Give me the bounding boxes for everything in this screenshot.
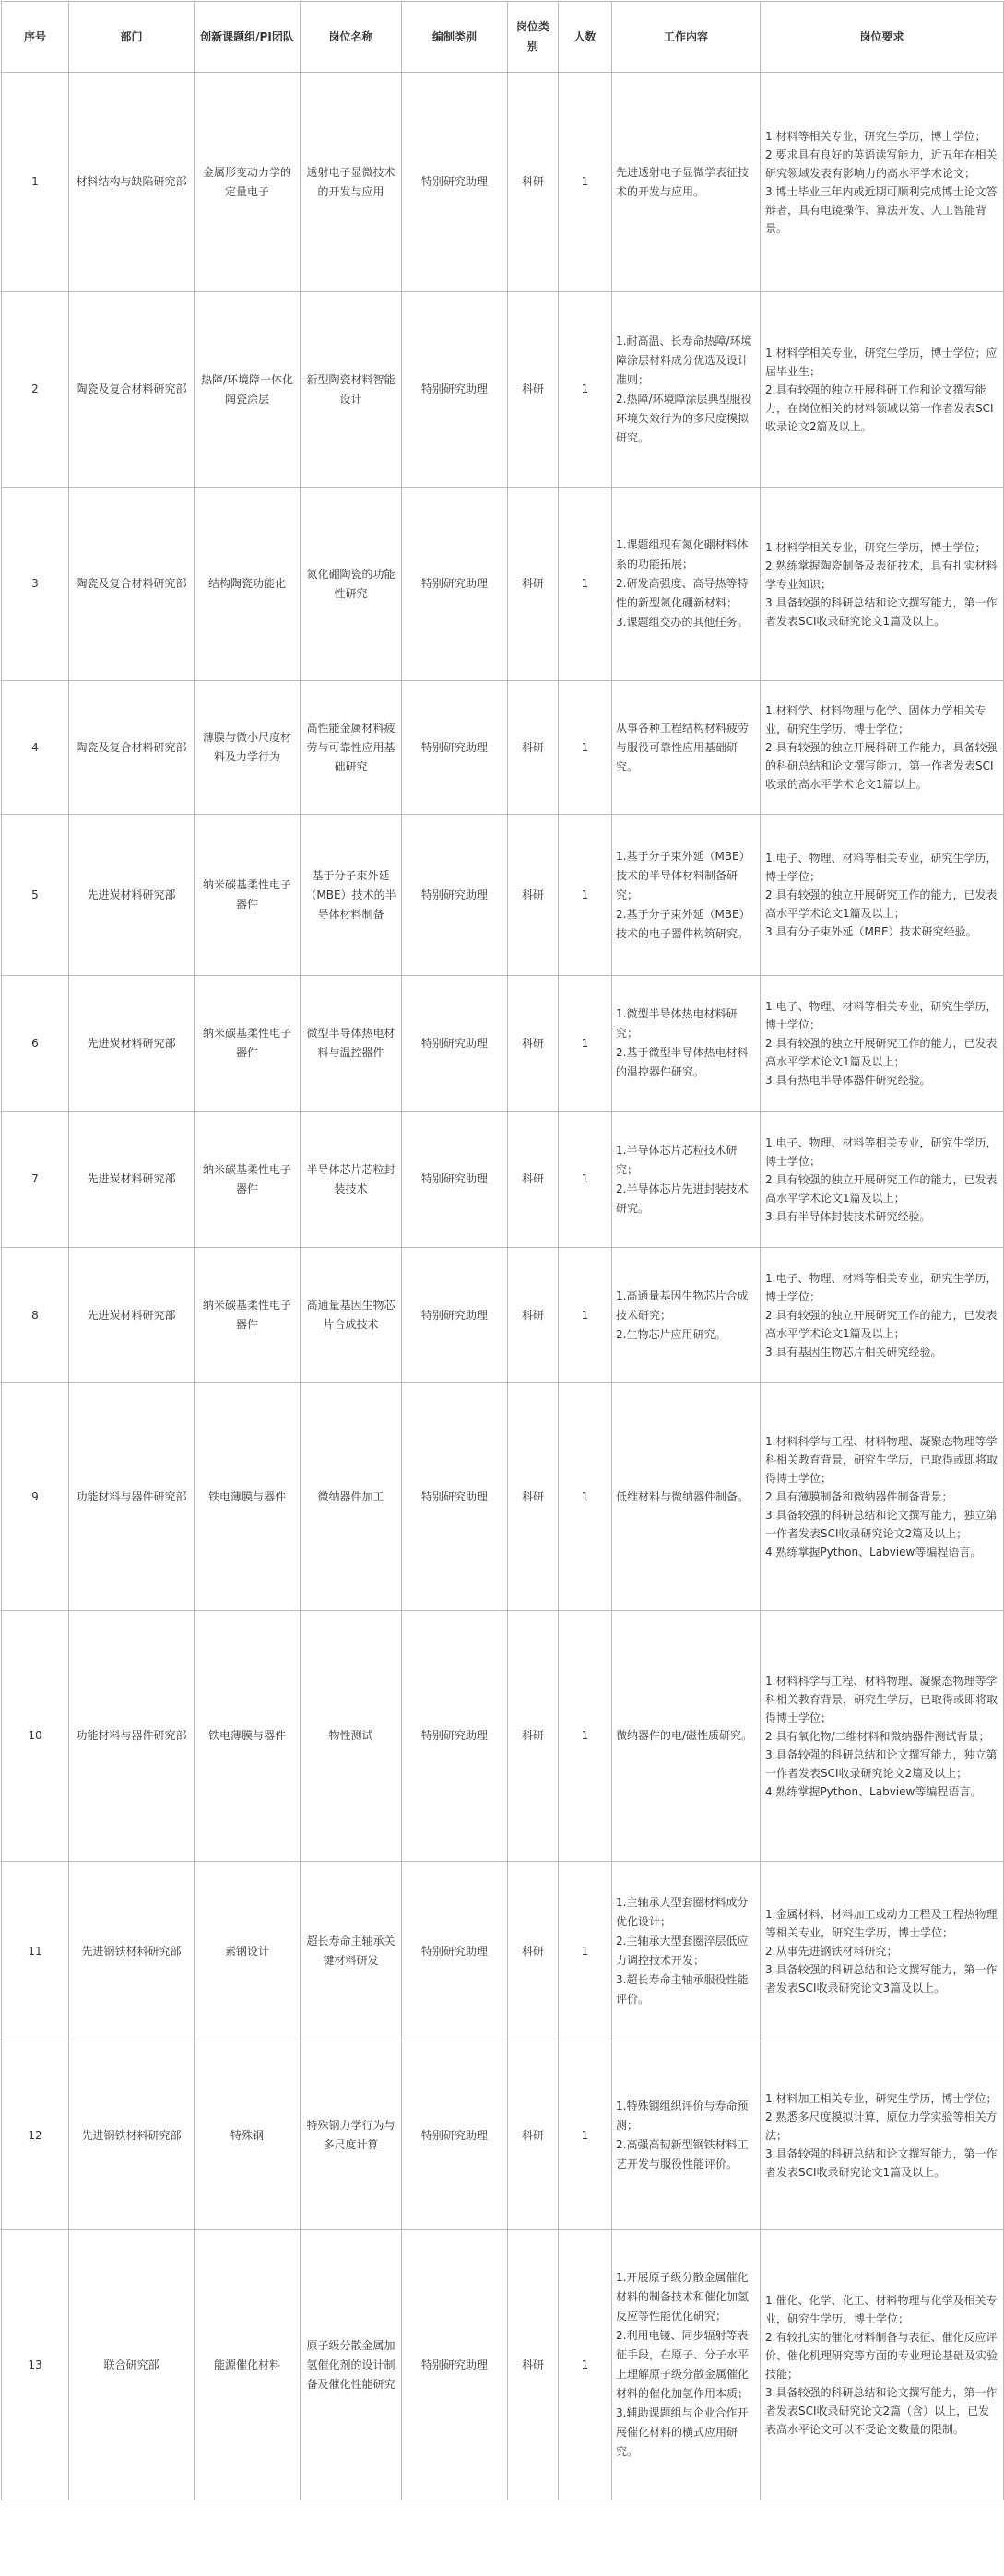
- row-work-content: [612, 1383, 761, 1611]
- row-number: 11: [2, 1862, 69, 2041]
- row-staff-type: 特别研究助理: [402, 681, 508, 815]
- work-item: 2.主轴承大型套圈淬层低应力调控技术开发；: [616, 1935, 749, 1967]
- row-number: 1: [2, 73, 69, 292]
- work-item: 3.辅助课题组与企业合作开展催化材料的横式应用研究。: [616, 2406, 749, 2458]
- row-team: 素钢设计: [195, 1862, 301, 2041]
- work-item: 从事各种工程结构材料疲劳与服役可靠性应用基础研究。: [616, 721, 750, 773]
- row-headcount: 1: [559, 292, 612, 488]
- row-post-name: 氮化硼陶瓷的功能性研究: [301, 488, 402, 681]
- requirement-item: 2.具有较强的独立开展科研工作能力，具备较强的科研总结和论文撰写能力，第一作者发表SCI收录的高水平学术论文1篇以上。: [765, 741, 998, 791]
- row-post-category: 科研: [508, 1248, 559, 1383]
- requirement-item: 1.材料科学与工程、材料物理、凝聚态物理等学科相关教育背景，研究生学历，已取得或即将取得博士学位；: [765, 1435, 998, 1485]
- requirement-item: 2.具有较强的独立开展科研工作和论文撰写能力，在岗位相关的材料领域以第一作者发表SCI收录论文2篇及以上。: [765, 382, 994, 433]
- row-work-content: [612, 976, 761, 1112]
- row-headcount: 1: [559, 2230, 612, 2500]
- work-item: 1.耐高温、长寿命热障/环境障涂层材料成分优选及设计准则；: [616, 334, 752, 386]
- row-number: 10: [2, 1611, 69, 1862]
- row-department: 先进炭材料研究部: [69, 1248, 195, 1383]
- table-row: [2, 1862, 1004, 2041]
- row-department: 陶瓷及复合材料研究部: [69, 292, 195, 488]
- row-requirements: [761, 1112, 1004, 1248]
- table-row: [2, 2041, 1004, 2230]
- work-item: 2.基于分子束外延（MBE）技术的电子器件构筑研究。: [616, 907, 750, 940]
- work-item: 微纳器件的电/磁性质研究。: [616, 1729, 753, 1742]
- work-item: 2.热障/环境障涂层典型服役环境失效行为的多尺度模拟研究。: [616, 392, 752, 444]
- table-row: [2, 292, 1004, 488]
- row-team: 铁电薄膜与器件: [195, 1611, 301, 1862]
- requirement-item: 4.熟练掌握Python、Labview等编程语言。: [765, 1784, 982, 1798]
- work-item: 1.半导体芯片芯粒技术研究；: [616, 1143, 738, 1176]
- row-work-content: [612, 2041, 761, 2230]
- row-post-name: 高性能金属材料疲劳与可靠性应用基础研究: [301, 681, 402, 815]
- requirement-item: 3.具备较强的科研总结和论文撰写能力，第一作者发表SCI收录研究论文1篇及以上。: [765, 595, 998, 628]
- table-body: [2, 73, 1004, 2500]
- table-row: [2, 488, 1004, 681]
- row-post-name: 微纳器件加工: [301, 1383, 402, 1611]
- row-team: 金属形变动力学的定量电子: [195, 73, 301, 292]
- work-item: 2.生物芯片应用研究。: [616, 1327, 726, 1341]
- work-item: 2.高强高韧新型钢铁材料工艺开发与服役性能评价。: [616, 2138, 749, 2170]
- row-team: 薄膜与微小尺度材料及力学行为: [195, 681, 301, 815]
- row-team: 能源催化材料: [195, 2230, 301, 2500]
- requirement-item: 3.博士毕业三年内或近期可顺利完成博士论文答辩者，具有电镜操作、算法开发、人工智能背景。: [765, 184, 998, 235]
- row-headcount: 1: [559, 73, 612, 292]
- requirement-item: 2.要求具有良好的英语读写能力，近五年在相关研究领域发表有影响力的高水平学术论文；: [765, 147, 998, 180]
- row-staff-type: 特别研究助理: [402, 815, 508, 976]
- table-row: [2, 815, 1004, 976]
- work-item: 1.微型半导体热电材料研究；: [616, 1007, 738, 1040]
- requirement-item: 2.具有较强的独立开展研究工作的能力，已发表高水平学术论文1篇及以上；: [765, 888, 998, 920]
- row-department: 材料结构与缺陷研究部: [69, 73, 195, 292]
- row-requirements: [761, 1611, 1004, 1862]
- row-headcount: 1: [559, 1383, 612, 1611]
- requirement-item: 2.具有较强的独立开展研究工作的能力，已发表高水平学术论文1篇及以上；: [765, 1309, 998, 1340]
- header-team: 创新课题组/PI团队: [195, 2, 301, 73]
- row-headcount: 1: [559, 976, 612, 1112]
- work-item: 1.主轴承大型套圈材料成分优化设计；: [616, 1896, 749, 1928]
- row-team: 特殊钢: [195, 2041, 301, 2230]
- work-item: 2.基于微型半导体热电材料的温控器件研究。: [616, 1046, 749, 1078]
- row-number: 2: [2, 292, 69, 488]
- row-staff-type: 特别研究助理: [402, 1248, 508, 1383]
- requirement-item: 1.电子、物理、材料等相关专业，研究生学历，博士学位；: [765, 1272, 998, 1303]
- row-number: 3: [2, 488, 69, 681]
- requirement-item: 4.熟练掌握Python、Labview等编程语言。: [765, 1546, 982, 1559]
- row-post-category: 科研: [508, 2041, 559, 2230]
- requirement-item: 3.具备较强的科研总结和论文撰写能力，第一作者发表SCI收录研究论文3篇及以上。: [765, 1963, 998, 1994]
- row-requirements: [761, 1862, 1004, 2041]
- row-post-category: 科研: [508, 488, 559, 681]
- row-number: 6: [2, 976, 69, 1112]
- header-type: 编制类别: [402, 2, 508, 73]
- row-department: 陶瓷及复合材料研究部: [69, 488, 195, 681]
- row-headcount: 1: [559, 488, 612, 681]
- header-post: 岗位名称: [301, 2, 402, 73]
- work-item: 2.利用电镜、同步辐射等表征手段，在原子、分子水平上理解原子级分散金属催化材料的催化加氢作用本质；: [616, 2329, 750, 2400]
- row-work-content: [612, 1112, 761, 1248]
- row-post-category: 科研: [508, 815, 559, 976]
- work-item: 3.课题组交办的其他任务。: [616, 616, 749, 629]
- header-dept: 部门: [69, 2, 195, 73]
- row-staff-type: 特别研究助理: [402, 2230, 508, 2500]
- requirement-item: 1.催化、化学、化工、材料物理与化学及相关专业，研究生学历，博士学位；: [765, 2294, 998, 2325]
- requirement-item: 2.具有较强的独立开展研究工作的能力，已发表高水平学术论文1篇及以上；: [765, 1037, 998, 1068]
- row-headcount: 1: [559, 1248, 612, 1383]
- row-number: 5: [2, 815, 69, 976]
- requirement-item: 2.熟练掌握陶瓷制备及表征技术，具有扎实材料学专业知识；: [765, 559, 998, 591]
- requirement-item: 2.具有薄膜制备和微纳器件制备背景；: [765, 1490, 953, 1503]
- row-department: 功能材料与器件研究部: [69, 1611, 195, 1862]
- row-requirements: [761, 1248, 1004, 1383]
- row-work-content: [612, 681, 761, 815]
- row-work-content: [612, 292, 761, 488]
- row-requirements: [761, 1383, 1004, 1611]
- row-headcount: 1: [559, 815, 612, 976]
- row-staff-type: 特别研究助理: [402, 976, 508, 1112]
- row-department: 先进炭材料研究部: [69, 815, 195, 976]
- table-row: [2, 73, 1004, 292]
- work-item: 1.基于分子束外延（MBE）技术的半导体材料制备研究；: [616, 849, 750, 901]
- row-post-name: 半导体芯片芯粒封装技术: [301, 1112, 402, 1248]
- requirement-item: 1.材料学、材料物理与化学、固体力学相关专业，研究生学历，博士学位；: [765, 704, 986, 735]
- row-requirements: [761, 73, 1004, 292]
- requirement-item: 1.电子、物理、材料等相关专业，研究生学历，博士学位；: [765, 1000, 998, 1031]
- row-work-content: [612, 2230, 761, 2500]
- header-work: 工作内容: [612, 2, 761, 73]
- requirement-item: 2.有较扎实的催化材料制备与表征、催化反应评价、催化机理研究等方面的专业理论基础及实验技能；: [765, 2331, 998, 2381]
- row-headcount: 1: [559, 1611, 612, 1862]
- row-requirements: [761, 976, 1004, 1112]
- work-item: 1.课题组现有氮化硼材料体系的功能拓展；: [616, 538, 749, 570]
- header-requirements: 岗位要求: [761, 2, 1004, 73]
- row-team: 纳米碳基柔性电子器件: [195, 976, 301, 1112]
- requirement-item: 2.具有较强的独立开展研究工作的能力，已发表高水平学术论文1篇及以上；: [765, 1172, 998, 1205]
- row-work-content: [612, 488, 761, 681]
- row-post-category: 科研: [508, 1862, 559, 2041]
- requirement-item: 1.电子、物理、材料等相关专业，研究生学历，博士学位；: [765, 1135, 998, 1168]
- work-item: 先进透射电子显微学表征技术的开发与应用。: [616, 165, 750, 198]
- requirement-item: 2.熟悉多尺度模拟计算，原位力学实验等相关方法；: [765, 2111, 998, 2142]
- table-row: [2, 681, 1004, 815]
- row-number: 12: [2, 2041, 69, 2230]
- row-work-content: [612, 815, 761, 976]
- row-work-content: [612, 1248, 761, 1383]
- requirement-item: 3.具备较强的科研总结和论文撰写能力，独立第一作者发表SCI收录研究论文2篇及以上；: [765, 1509, 998, 1540]
- requirement-item: 1.材料等相关专业，研究生学历，博士学位；: [765, 129, 986, 143]
- row-staff-type: 特别研究助理: [402, 488, 508, 681]
- row-post-name: 微型半导体热电材料与温控器件: [301, 976, 402, 1112]
- row-number: 9: [2, 1383, 69, 1611]
- row-team: 铁电薄膜与器件: [195, 1383, 301, 1611]
- table-row: [2, 1248, 1004, 1383]
- row-post-category: 科研: [508, 1112, 559, 1248]
- table-row: [2, 1611, 1004, 1862]
- row-department: 先进炭材料研究部: [69, 976, 195, 1112]
- work-item: 1.开展原子级分散金属催化材料的制备技术和催化加氢反应等性能优化研究；: [616, 2271, 750, 2323]
- row-headcount: 1: [559, 2041, 612, 2230]
- requirement-item: 1.材料科学与工程、材料物理、凝聚态物理等学科相关教育背景，研究生学历，已取得或即将取得博士学位；: [765, 1674, 998, 1724]
- row-team: 纳米碳基柔性电子器件: [195, 815, 301, 976]
- row-staff-type: 特别研究助理: [402, 1611, 508, 1862]
- row-department: 先进钢铁材料研究部: [69, 1862, 195, 2041]
- row-staff-type: 特别研究助理: [402, 1383, 508, 1611]
- row-post-name: 基于分子束外延（MBE）技术的半导体材料制备: [301, 815, 402, 976]
- table-row: [2, 976, 1004, 1112]
- work-item: 2.研发高强度、高导热等特性的新型氮化硼新材料；: [616, 577, 749, 609]
- row-requirements: [761, 2230, 1004, 2500]
- requirement-item: 1.材料学相关专业，研究生学历，博士学位；应届毕业生；: [765, 346, 998, 378]
- row-post-category: 科研: [508, 1383, 559, 1611]
- work-item: 2.半导体芯片先进封装技术研究。: [616, 1182, 749, 1215]
- row-staff-type: 特别研究助理: [402, 1862, 508, 2041]
- requirement-item: 3.具有基因生物芯片相关研究经验。: [765, 1346, 942, 1359]
- header-category: 岗位类别: [508, 2, 559, 73]
- row-department: 联合研究部: [69, 2230, 195, 2500]
- row-number: 7: [2, 1112, 69, 1248]
- row-post-name: 新型陶瓷材料智能设计: [301, 292, 402, 488]
- row-requirements: [761, 815, 1004, 976]
- row-post-name: 物性测试: [301, 1611, 402, 1862]
- row-staff-type: 特别研究助理: [402, 2041, 508, 2230]
- row-requirements: [761, 488, 1004, 681]
- row-number: 4: [2, 681, 69, 815]
- table-row: [2, 2230, 1004, 2500]
- requirement-item: 2.具有氧化物/二维材料和微纳器件测试背景；: [765, 1729, 990, 1743]
- requirement-item: 1.材料学相关专业，研究生学历，博士学位；: [765, 540, 986, 554]
- row-post-name: 超长寿命主轴承关键材料研发: [301, 1862, 402, 2041]
- requirement-item: 1.材料加工相关专业，研究生学历，博士学位；: [765, 2092, 998, 2105]
- row-post-category: 科研: [508, 292, 559, 488]
- row-team: 纳米碳基柔性电子器件: [195, 1112, 301, 1248]
- row-department: 先进炭材料研究部: [69, 1112, 195, 1248]
- row-post-category: 科研: [508, 1611, 559, 1862]
- row-post-category: 科研: [508, 73, 559, 292]
- row-requirements: [761, 2041, 1004, 2230]
- row-number: 8: [2, 1248, 69, 1383]
- row-department: 陶瓷及复合材料研究部: [69, 681, 195, 815]
- row-staff-type: 特别研究助理: [402, 73, 508, 292]
- row-requirements: [761, 681, 1004, 815]
- row-department: 先进钢铁材料研究部: [69, 2041, 195, 2230]
- row-headcount: 1: [559, 1862, 612, 2041]
- work-item: 1.高通量基因生物芯片合成技术研究；: [616, 1288, 749, 1322]
- requirement-item: 3.具有热电半导体器件研究经验。: [765, 1074, 931, 1087]
- table-row: [2, 1112, 1004, 1248]
- row-staff-type: 特别研究助理: [402, 292, 508, 488]
- row-post-category: 科研: [508, 681, 559, 815]
- row-work-content: [612, 73, 761, 292]
- header-no: 序号: [2, 2, 69, 73]
- row-post-name: 透射电子显微技术的开发与应用: [301, 73, 402, 292]
- header-count: 人数: [559, 2, 612, 73]
- requirement-item: 3.具备较强的科研总结和论文撰写能力，第一作者发表SCI收录研究论文1篇及以上。: [765, 2147, 998, 2179]
- requirement-item: 2.从事先进钢铁材料研究；: [765, 1945, 898, 1958]
- row-department: 功能材料与器件研究部: [69, 1383, 195, 1611]
- row-work-content: [612, 1611, 761, 1862]
- row-staff-type: 特别研究助理: [402, 1112, 508, 1248]
- requirement-item: 3.具有半导体封装技术研究经验。: [765, 1209, 931, 1223]
- row-number: 13: [2, 2230, 69, 2500]
- requirement-item: 3.具备较强的科研总结和论文撰写能力，独立第一作者发表SCI收录研究论文2篇及以上；: [765, 1747, 998, 1780]
- row-work-content: [612, 1862, 761, 2041]
- row-post-name: 原子级分散金属加氢催化剂的设计制备及催化性能研究: [301, 2230, 402, 2500]
- table-row: [2, 1383, 1004, 1611]
- row-post-category: 科研: [508, 2230, 559, 2500]
- row-team: 热障/环境障一体化陶瓷涂层: [195, 292, 301, 488]
- requirement-item: 3.具备较强的科研总结和论文撰写能力，第一作者发表SCI收录研究论文2篇（含）以上，已发表高水平论文可以不受论文数量的限制。: [765, 2386, 998, 2436]
- row-headcount: 1: [559, 1112, 612, 1248]
- row-team: 结构陶瓷功能化: [195, 488, 301, 681]
- row-post-name: 特殊钢力学行为与多尺度计算: [301, 2041, 402, 2230]
- requirement-item: 3.具有分子束外延（MBE）技术研究经验。: [765, 925, 977, 938]
- requirement-item: 1.电子、物理、材料等相关专业，研究生学历，博士学位；: [765, 852, 998, 883]
- work-item: 3.超长寿命主轴承服役性能评价。: [616, 1973, 749, 2006]
- row-headcount: 1: [559, 681, 612, 815]
- requirement-item: 1.金属材料、材料加工或动力工程及工程热物理等相关专业，研究生学历，博士学位；: [765, 1908, 998, 1939]
- row-requirements: [761, 292, 1004, 488]
- row-team: 纳米碳基柔性电子器件: [195, 1248, 301, 1383]
- row-post-name: 高通量基因生物芯片合成技术: [301, 1248, 402, 1383]
- work-item: 1.特殊钢组织评价与寿命预测；: [616, 2100, 749, 2132]
- table-header-row: [2, 2, 1004, 73]
- work-item: 低维材料与微纳器件制备。: [616, 1489, 750, 1503]
- row-post-category: 科研: [508, 976, 559, 1112]
- recruitment-table: [1, 1, 1004, 2500]
